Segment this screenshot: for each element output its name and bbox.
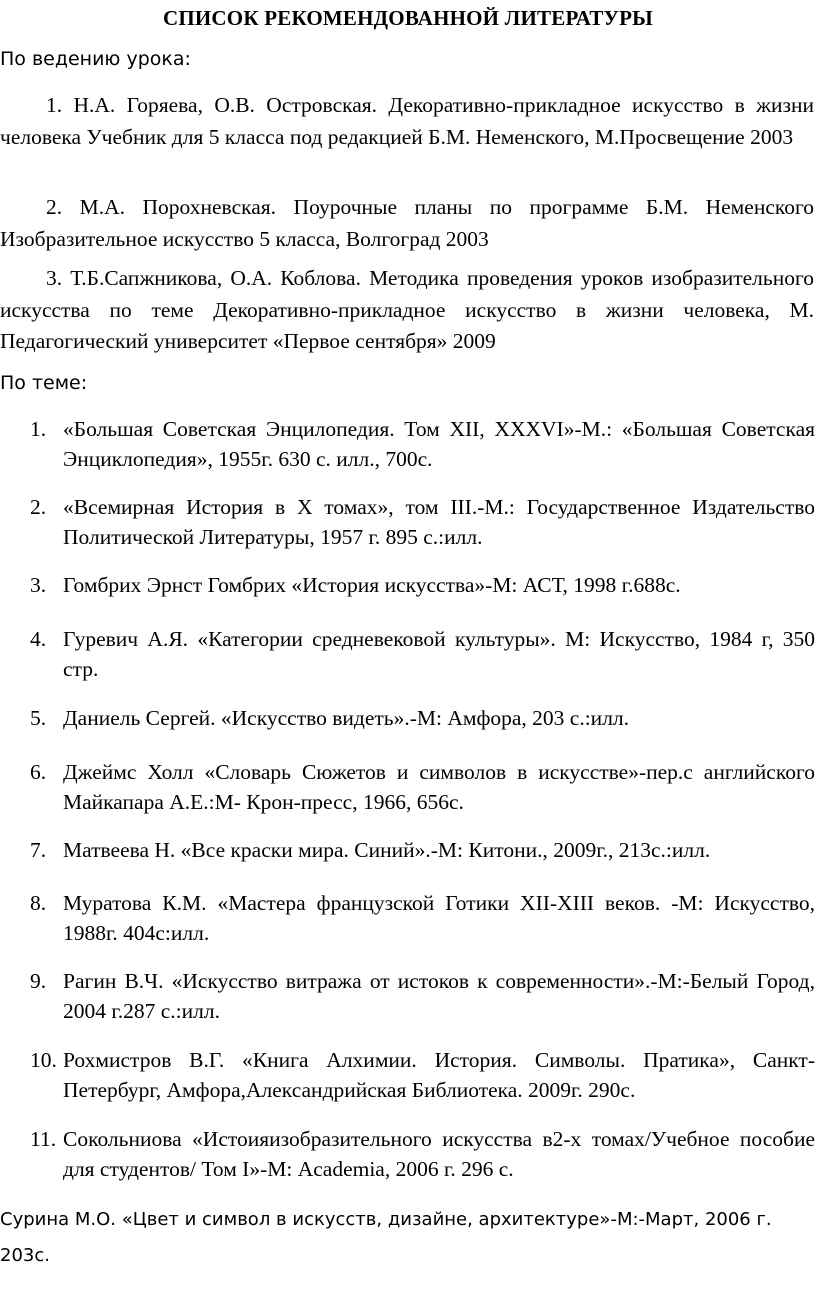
list-item: [0, 1124, 815, 1184]
list-item-text: Гомбрих Эрнст Гомбрих «История искусства»-М: АСТ, 1998 г.688с.: [63, 573, 681, 597]
list-item: [0, 757, 815, 817]
list-item-text: Гуревич А.Я. «Категории средневековой культуры». М: Искусство, 1984 г, 350 стр.: [63, 627, 815, 681]
list-item-number: 6.: [30, 760, 47, 784]
list-item-number: 4.: [30, 627, 47, 651]
list-item-text: Джеймс Холл «Словарь Сюжетов и символов в искусстве»-пер.с английского Майкапара А.Е.:М- Крон-пресс, 1966, 656с.: [63, 760, 815, 814]
list-item: [0, 835, 815, 865]
list-item: [0, 492, 815, 552]
list-item-number: 11.: [30, 1127, 57, 1151]
list-item: [0, 414, 815, 474]
list-item-number: 9.: [30, 969, 47, 993]
list-item-number: 5.: [30, 706, 47, 730]
list-item: [0, 966, 815, 1026]
lesson-reference-2: 2. М.А. Порохневская. Поурочные планы по программе Б.М. Неменского Изобразительное искусство 5 класса, Волгоград 2003: [0, 195, 814, 251]
list-item: [0, 1045, 815, 1105]
list-item: [0, 624, 815, 684]
list-item-number: 8.: [30, 891, 47, 915]
section-heading-lesson: По ведению урока:: [0, 48, 191, 70]
list-item-number: 7.: [30, 838, 47, 862]
list-item-number: 2.: [30, 495, 47, 519]
list-item-text: Рохмистров В.Г. «Книга Алхимии. История. Символы. Пратика», Санкт-Петербург, Амфора,Александрийская Библиотека. 2009г. 290с.: [63, 1048, 815, 1102]
list-item-number: 10.: [30, 1048, 57, 1072]
list-item: [0, 703, 815, 733]
list-item-number: 1.: [30, 417, 47, 441]
lesson-reference-3: 3. Т.Б.Сапжникова, О.А. Коблова. Методика проведения уроков изобразительного искусства по теме Декоративно-прикладное искусство в жизни человека, М. Педагогический университет «Первое сентября» 2009: [0, 266, 814, 353]
list-item-text: Сокольниова «Истоияизобразительного искусства в2-х томах/Учебное пособие для студентов/ Том I»-М: Academia, 2006 г. 296 с.: [63, 1127, 815, 1181]
section-heading-topic: По теме:: [0, 372, 88, 394]
list-item-text: «Всемирная История в X томах», том III.-М.: Государственное Издательство Политической Литературы, 1957 г. 895 с.:илл.: [63, 495, 815, 549]
list-item-text: Даниель Сергей. «Искусство видеть».-М: Амфора, 203 с.:илл.: [63, 706, 630, 730]
final-reference: Сурина М.О. «Цвет и символ в искусств, дизайне, архитектуре»-М:-Март, 2006 г. 203с.: [0, 1209, 772, 1266]
list-item: [0, 570, 815, 600]
list-item-text: Рагин В.Ч. «Искусство витража от истоков к современности».-М:-Белый Город, 2004 г.287 с.:илл.: [63, 969, 815, 1023]
list-item-text: Матвеева Н. «Все краски мира. Синий».-М: Китони., 2009г., 213с.:илл.: [63, 838, 711, 862]
lesson-reference-1: 1. Н.А. Горяева, О.В. Островская. Декоративно-прикладное искусство в жизни человека Учебник для 5 класса под редакцией Б.М. Неменского, М.Просвещение 2003: [0, 93, 814, 149]
list-item-text: «Большая Советская Энцилопедия. Том XII, XXXVI»-М.: «Большая Советская Энциклопедия», 1955г. 630 с. илл., 700с.: [63, 417, 815, 471]
list-item: [0, 888, 815, 948]
list-item-number: 3.: [30, 573, 47, 597]
document-title: СПИСОК РЕКОМЕНДОВАННОЙ ЛИТЕРАТУРЫ: [163, 6, 653, 30]
list-item-text: Муратова К.М. «Мастера французской Готики XII-XIII веков. -М: Искусство, 1988г. 404с:илл.: [63, 891, 815, 945]
